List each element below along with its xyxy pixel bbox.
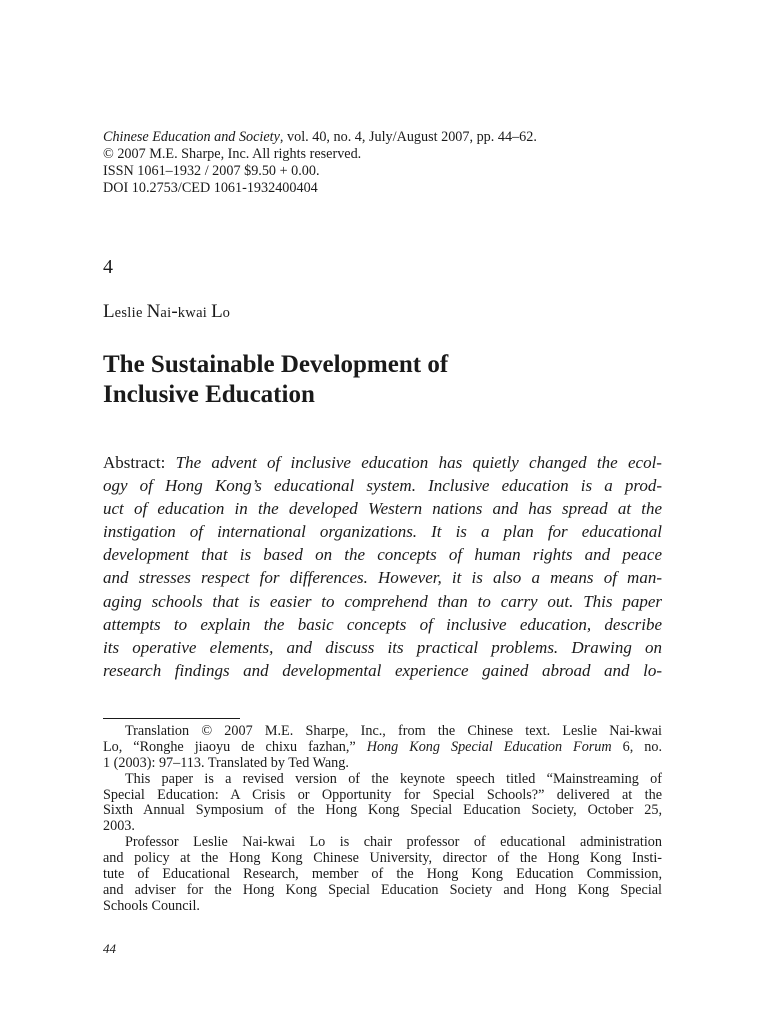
doi-line: DOI 10.2753/CED 1061-1932400404 [103, 180, 318, 196]
abstract-text: aging schools that is easier to comprehend than to carry out. This paper [103, 591, 662, 611]
copyright-line: © 2007 M.E. Sharpe, Inc. All rights reserved. [103, 146, 362, 162]
abstract-text: ogy of Hong Kong’s educational system. Inclusive education is a prod- [103, 476, 662, 496]
title-line: Inclusive Education [103, 381, 315, 408]
abstract-text: The advent of inclusive education has quietly changed the ecol- [175, 453, 662, 472]
footnote-line: and adviser for the Hong Kong Special Education Society and Hong Kong Special [103, 881, 662, 898]
abstract-text: research findings and developmental experience gained abroad and lo- [103, 660, 662, 680]
abstract-line [103, 636, 662, 659]
abstract-line [103, 613, 662, 636]
footnote-line: Translation © 2007 M.E. Sharpe, Inc., from the Chinese text. Leslie Nai-kwai [125, 723, 662, 739]
author-initial: N [146, 301, 161, 322]
citation-details: , vol. 40, no. 4, July/August 2007, pp. 44–62. [279, 129, 537, 145]
article-title [103, 350, 683, 410]
abstract-text: and stresses respect for differences. However, it is also a means of man- [103, 568, 662, 588]
abstract-line [103, 520, 662, 543]
abstract-line [103, 543, 662, 566]
abstract-line [103, 659, 662, 682]
author-hyphen: - [171, 301, 178, 322]
citation-line [103, 129, 683, 146]
footnote-line: Professor Leslie Nai-kwai Lo is chair professor of educational administration [125, 834, 662, 851]
footnotes [103, 724, 662, 915]
abstract-line [103, 566, 662, 589]
chapter-number: 4 [103, 256, 113, 278]
journal-title: Chinese Education and Society [103, 129, 280, 145]
abstract-text: its operative elements, and discuss its practical problems. Drawing on [103, 637, 662, 657]
abstract-line [103, 474, 662, 497]
footnote-text: 6, no. [611, 738, 663, 755]
abstract-text: development that is based on the concepts of human rights and peace [103, 545, 662, 565]
footnote-line [103, 740, 662, 756]
footnote-line: 1 (2003): 97–113. Translated by Ted Wang. [103, 754, 349, 771]
author-initial: L [103, 301, 115, 322]
footnote-line: This paper is a revised version of the keynote speech titled “Mainstreaming of [125, 770, 662, 787]
footnote-line: tute of Educational Research, member of the Hong Kong Education Commission, [103, 866, 662, 883]
author-name [103, 300, 230, 325]
author-smallcaps: eslie [114, 305, 147, 321]
abstract-text: attempts to explain the basic concepts of inclusive education, describe [103, 614, 662, 634]
footnote-line: and policy at the Hong Kong Chinese University, director of the Hong Kong Insti- [103, 850, 662, 867]
abstract-text: instigation of international organizations. It is a plan for educational [103, 522, 662, 542]
footnote-divider [103, 718, 240, 719]
abstract [103, 451, 662, 682]
issn-line: ISSN 1061–1932 / 2007 $9.50 + 0.00. [103, 163, 320, 179]
journal-name: Hong Kong Special Education Forum [366, 738, 612, 755]
footnote-line: Sixth Annual Symposium of the Hong Kong Special Education Society, October 25, [103, 802, 662, 819]
citation-header [103, 129, 683, 197]
page-number: 44 [103, 941, 116, 956]
author-smallcaps: o [222, 305, 231, 321]
abstract-line [103, 590, 662, 613]
abstract-line [103, 451, 662, 474]
footnote-line: Special Education: A Crisis or Opportunity for Special Schools?” delivered at the [103, 786, 662, 803]
footnote-text: Lo, “Ronghe jiaoyu de chixu fazhan,” [103, 738, 367, 755]
title-line: The Sustainable Development of [103, 351, 449, 378]
author-initial: L [211, 301, 223, 322]
author-smallcaps: ai [160, 305, 172, 321]
footnote-line: 2003. [103, 818, 135, 835]
abstract-label: Abstract: [103, 453, 176, 472]
abstract-line [103, 497, 662, 520]
footnote-line: Schools Council. [103, 897, 200, 914]
author-smallcaps: kwai [177, 305, 212, 321]
abstract-text: uct of education in the developed Western nations and has spread at the [103, 499, 662, 519]
